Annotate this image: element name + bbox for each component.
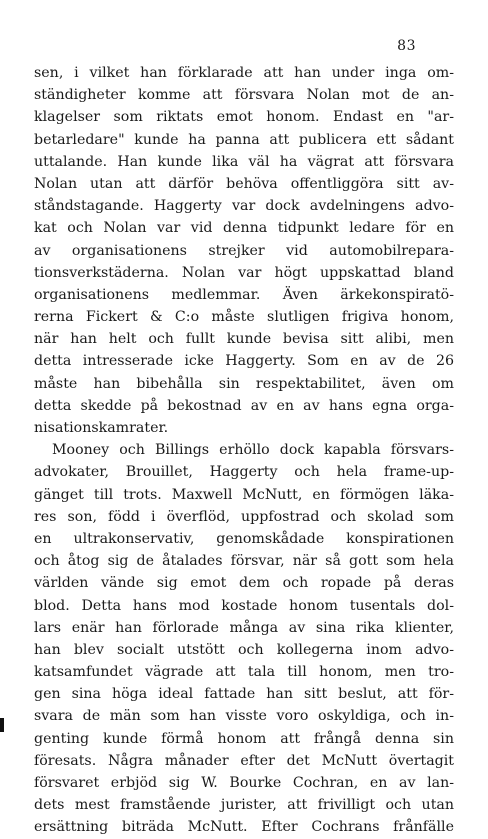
body-text — [34, 62, 454, 839]
scan-edge-mark — [0, 718, 4, 732]
text-line: måste han bibehålla sin respektabilitet, även om — [34, 375, 454, 392]
text-line: Mooney och Billings erhöllo dock kapabla försvars- — [52, 442, 454, 459]
text-line: världen vände sig emot dem och ropade på deras — [34, 575, 454, 592]
text-line: kat och Nolan var vid denna tidpunkt ledare för en — [34, 220, 454, 237]
text-line: gänget till trots. Maxwell McNutt, en förmögen läka- — [34, 486, 454, 503]
text-line: lars enär han förlorade många av sina rika klienter, — [34, 619, 454, 636]
text-line: ersättning biträda McNutt. Efter Cochrans frånfälle — [34, 819, 454, 836]
text-line: dets mest framstående jurister, att frivilligt och utan — [34, 797, 454, 814]
text-line: sen, i vilket han förklarade att han under inga om- — [34, 65, 454, 81]
text-line: ståndstagande. Haggerty var dock avdelningens advo- — [34, 198, 454, 215]
text-line: blod. Detta hans mod kostade honom tusentals dol- — [34, 597, 454, 614]
text-line: organisationens medlemmar. Även ärkekonspiratö- — [34, 286, 454, 303]
text-line: detta intresserade icke Haggerty. Som en av de 26 — [34, 353, 454, 370]
text-line: katsamfundet vägrade att tala till honom, men tro- — [34, 664, 454, 681]
text-line: klagelser som riktats emot honom. Endast en "ar- — [34, 109, 454, 126]
text-line: rerna Fickert & C:o måste slutligen frigiva honom, — [34, 309, 454, 326]
text-line: res son, född i överflöd, uppfostrad och skolad som — [34, 508, 454, 525]
text-line: tionsverkstäderna. Nolan var högt uppskattad bland — [34, 264, 454, 281]
text-line: en ultrakonservativ, genomskådade konspirationen — [34, 530, 454, 547]
text-line: genting kunde förmå honom att frångå denna sin — [34, 730, 454, 747]
text-line: detta skedde på bekostnad av en av hans egna orga- — [34, 397, 454, 414]
text-line: ständigheter komme att försvara Nolan mot de an- — [34, 87, 454, 104]
text-line: nisationskamrater. — [34, 420, 169, 436]
page-number: 83 — [397, 38, 416, 54]
text-line: Nolan utan att därför behöva offentliggöra sitt av- — [34, 175, 454, 192]
text-line: svara de män som han visste voro oskyldiga, och in- — [34, 708, 454, 725]
text-line: han blev socialt utstött och kollegerna inom advo- — [34, 641, 454, 658]
text-line: advokater, Brouillet, Haggerty och hela frame-up- — [34, 464, 454, 481]
text-line: föresats. Några månader efter det McNutt övertagit — [34, 752, 454, 769]
text-line: och åtog sig de åtalades försvar, när så gott som hela — [34, 553, 454, 570]
text-line: betarledare" kunde ha panna att publicera ett sådant — [34, 131, 454, 148]
text-line: gen sina höga ideal fattade han sitt beslut, att för- — [34, 686, 454, 703]
text-line: när han helt och fullt kunde bevisa sitt alibi, men — [34, 331, 454, 348]
text-line: av organisationens strejker vid automobilrepara- — [34, 242, 454, 259]
text-line: uttalande. Han kunde lika väl ha vägrat att försvara — [34, 153, 454, 170]
text-line: försvaret erbjöd sig W. Bourke Cochran, en av lan- — [34, 775, 454, 791]
